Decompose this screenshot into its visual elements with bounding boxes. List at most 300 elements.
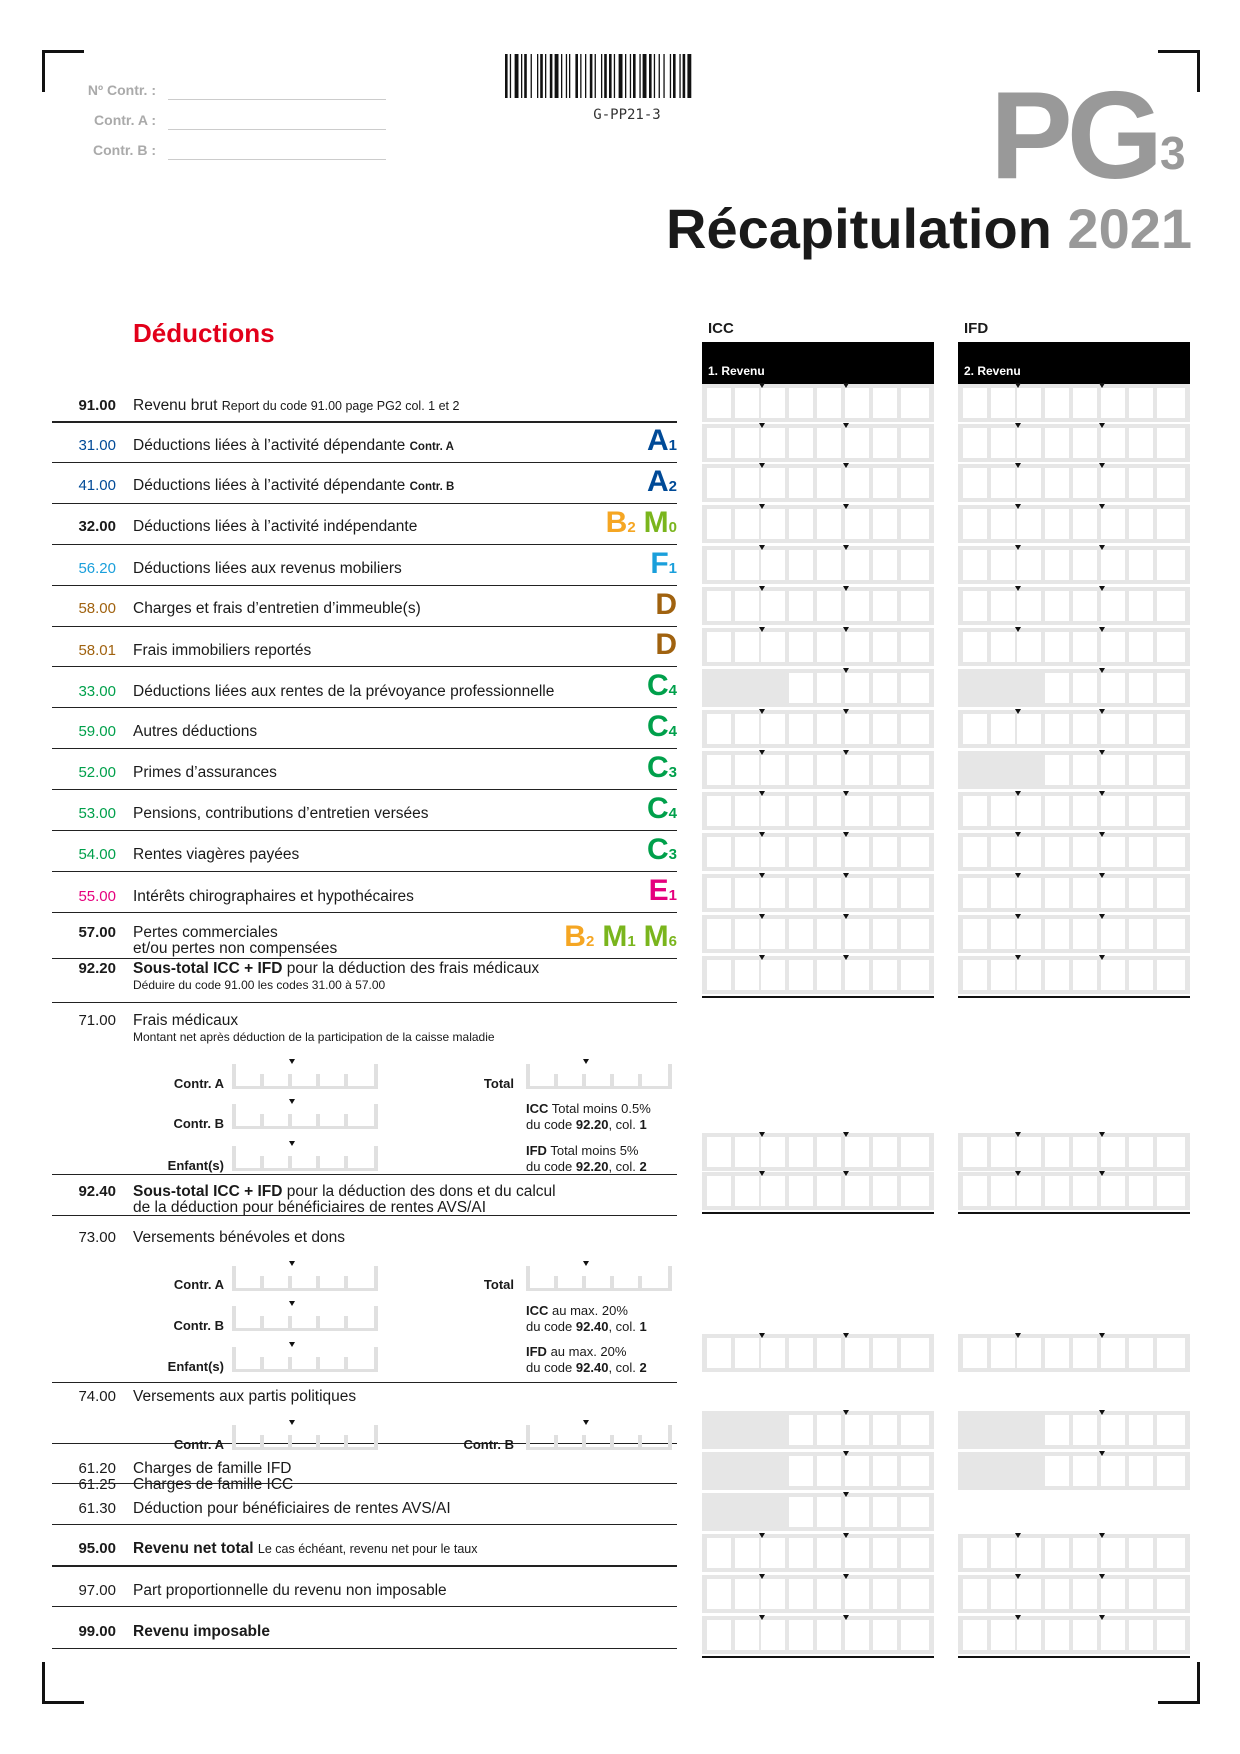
digit-cell[interactable] bbox=[735, 837, 759, 867]
digit-cell[interactable] bbox=[735, 468, 759, 498]
digit-cell[interactable] bbox=[901, 837, 929, 867]
digit-cell[interactable] bbox=[817, 388, 841, 418]
digit-cell[interactable] bbox=[963, 550, 987, 580]
digit-cell[interactable] bbox=[761, 837, 785, 867]
digit-cell[interactable] bbox=[1157, 796, 1185, 826]
digit-cell[interactable] bbox=[1129, 428, 1153, 458]
digit-cell[interactable] bbox=[761, 388, 785, 418]
digit-cell[interactable] bbox=[1017, 919, 1041, 949]
digit-cell[interactable] bbox=[707, 796, 731, 826]
digit-cell[interactable] bbox=[1017, 388, 1041, 418]
icc-amount-box[interactable] bbox=[702, 1616, 934, 1654]
digit-cell[interactable] bbox=[789, 388, 813, 418]
digit-cell[interactable] bbox=[845, 755, 869, 785]
digit-cell[interactable] bbox=[817, 632, 841, 662]
contr-b-field[interactable] bbox=[168, 159, 386, 160]
icc-amount-box[interactable] bbox=[702, 628, 934, 666]
digit-cell[interactable] bbox=[707, 1620, 731, 1650]
icc-amount-box[interactable] bbox=[702, 1575, 934, 1613]
digit-cell[interactable] bbox=[707, 837, 731, 867]
digit-cell[interactable] bbox=[873, 1497, 897, 1527]
digit-cell[interactable] bbox=[991, 1338, 1015, 1368]
ifd-amount-box[interactable] bbox=[958, 792, 1190, 830]
digit-cell[interactable] bbox=[817, 755, 841, 785]
digit-cell[interactable] bbox=[1157, 388, 1185, 418]
digit-cell[interactable] bbox=[761, 468, 785, 498]
digit-cell[interactable] bbox=[991, 714, 1015, 744]
digit-cell[interactable] bbox=[845, 550, 869, 580]
digit-cell[interactable] bbox=[845, 796, 869, 826]
digit-cell[interactable] bbox=[1045, 919, 1069, 949]
digit-cell[interactable] bbox=[735, 1579, 759, 1609]
digit-cell[interactable] bbox=[1045, 796, 1069, 826]
digit-cell[interactable] bbox=[789, 878, 813, 908]
digit-cell[interactable] bbox=[789, 632, 813, 662]
digit-cell[interactable] bbox=[1073, 796, 1097, 826]
ifd-amount-box[interactable] bbox=[958, 874, 1190, 912]
digit-cell[interactable] bbox=[1157, 837, 1185, 867]
digit-cell[interactable] bbox=[845, 1538, 869, 1568]
digit-cell[interactable] bbox=[761, 1338, 785, 1368]
digit-cell[interactable] bbox=[991, 919, 1015, 949]
digit-cell[interactable] bbox=[845, 1456, 869, 1486]
digit-cell[interactable] bbox=[963, 1137, 987, 1167]
digit-cell[interactable] bbox=[901, 1497, 929, 1527]
digit-cell[interactable] bbox=[817, 714, 841, 744]
digit-cell[interactable] bbox=[735, 1137, 759, 1167]
sub-amount-box[interactable] bbox=[232, 1301, 378, 1331]
digit-cell[interactable] bbox=[761, 960, 785, 990]
digit-cell[interactable] bbox=[1157, 591, 1185, 621]
ifd-amount-box[interactable] bbox=[958, 1411, 1190, 1449]
digit-cell[interactable] bbox=[963, 1338, 987, 1368]
digit-cell[interactable] bbox=[991, 796, 1015, 826]
digit-cell[interactable] bbox=[817, 1415, 841, 1445]
digit-cell[interactable] bbox=[761, 714, 785, 744]
digit-cell[interactable] bbox=[963, 388, 987, 418]
digit-cell[interactable] bbox=[901, 1579, 929, 1609]
digit-cell[interactable] bbox=[1101, 591, 1125, 621]
digit-cell[interactable] bbox=[1073, 550, 1097, 580]
digit-cell[interactable] bbox=[761, 796, 785, 826]
digit-cell[interactable] bbox=[901, 919, 929, 949]
digit-cell[interactable] bbox=[873, 1137, 897, 1167]
icc-amount-box[interactable] bbox=[702, 751, 934, 789]
digit-cell[interactable] bbox=[1045, 1338, 1069, 1368]
digit-cell[interactable] bbox=[707, 1538, 731, 1568]
digit-cell[interactable] bbox=[991, 509, 1015, 539]
digit-cell[interactable] bbox=[1129, 509, 1153, 539]
digit-cell[interactable] bbox=[735, 878, 759, 908]
digit-cell[interactable] bbox=[1017, 550, 1041, 580]
digit-cell[interactable] bbox=[1101, 796, 1125, 826]
digit-cell[interactable] bbox=[1045, 550, 1069, 580]
digit-cell[interactable] bbox=[873, 1176, 897, 1206]
ifd-amount-box[interactable] bbox=[958, 751, 1190, 789]
digit-cell[interactable] bbox=[1073, 428, 1097, 458]
digit-cell[interactable] bbox=[817, 1338, 841, 1368]
digit-cell[interactable] bbox=[1129, 468, 1153, 498]
digit-cell[interactable] bbox=[1101, 1538, 1125, 1568]
digit-cell[interactable] bbox=[789, 1620, 813, 1650]
digit-cell[interactable] bbox=[735, 509, 759, 539]
digit-cell[interactable] bbox=[991, 1176, 1015, 1206]
digit-cell[interactable] bbox=[1017, 428, 1041, 458]
digit-cell[interactable] bbox=[1129, 960, 1153, 990]
icc-amount-box[interactable] bbox=[702, 956, 934, 994]
digit-cell[interactable] bbox=[845, 1620, 869, 1650]
digit-cell[interactable] bbox=[1101, 673, 1125, 703]
digit-cell[interactable] bbox=[1129, 714, 1153, 744]
digit-cell[interactable] bbox=[845, 837, 869, 867]
digit-cell[interactable] bbox=[873, 509, 897, 539]
digit-cell[interactable] bbox=[817, 1579, 841, 1609]
digit-cell[interactable] bbox=[789, 428, 813, 458]
digit-cell[interactable] bbox=[1073, 1415, 1097, 1445]
ifd-amount-box[interactable] bbox=[958, 464, 1190, 502]
sub-amount-box[interactable] bbox=[526, 1261, 672, 1291]
digit-cell[interactable] bbox=[707, 919, 731, 949]
digit-cell[interactable] bbox=[789, 714, 813, 744]
digit-cell[interactable] bbox=[761, 509, 785, 539]
sub-amount-box[interactable] bbox=[232, 1420, 378, 1450]
digit-cell[interactable] bbox=[735, 919, 759, 949]
digit-cell[interactable] bbox=[873, 468, 897, 498]
digit-cell[interactable] bbox=[873, 632, 897, 662]
digit-cell[interactable] bbox=[817, 1137, 841, 1167]
digit-cell[interactable] bbox=[1073, 632, 1097, 662]
digit-cell[interactable] bbox=[789, 1497, 813, 1527]
digit-cell[interactable] bbox=[963, 919, 987, 949]
digit-cell[interactable] bbox=[789, 1538, 813, 1568]
digit-cell[interactable] bbox=[1017, 796, 1041, 826]
digit-cell[interactable] bbox=[1045, 714, 1069, 744]
digit-cell[interactable] bbox=[707, 960, 731, 990]
digit-cell[interactable] bbox=[1101, 1338, 1125, 1368]
digit-cell[interactable] bbox=[789, 1415, 813, 1445]
digit-cell[interactable] bbox=[1017, 1137, 1041, 1167]
digit-cell[interactable] bbox=[1101, 755, 1125, 785]
digit-cell[interactable] bbox=[901, 468, 929, 498]
ifd-amount-box[interactable] bbox=[958, 1616, 1190, 1654]
digit-cell[interactable] bbox=[1101, 960, 1125, 990]
digit-cell[interactable] bbox=[735, 632, 759, 662]
digit-cell[interactable] bbox=[873, 960, 897, 990]
digit-cell[interactable] bbox=[1017, 632, 1041, 662]
digit-cell[interactable] bbox=[1073, 673, 1097, 703]
digit-cell[interactable] bbox=[1045, 1415, 1069, 1445]
digit-cell[interactable] bbox=[817, 428, 841, 458]
icc-amount-box[interactable] bbox=[702, 710, 934, 748]
digit-cell[interactable] bbox=[901, 1620, 929, 1650]
digit-cell[interactable] bbox=[1017, 837, 1041, 867]
digit-cell[interactable] bbox=[963, 468, 987, 498]
contributor-number-field[interactable] bbox=[168, 99, 386, 100]
digit-cell[interactable] bbox=[789, 468, 813, 498]
digit-cell[interactable] bbox=[873, 919, 897, 949]
digit-cell[interactable] bbox=[1073, 837, 1097, 867]
ifd-amount-box[interactable] bbox=[958, 915, 1190, 953]
digit-cell[interactable] bbox=[735, 428, 759, 458]
digit-cell[interactable] bbox=[1157, 1620, 1185, 1650]
digit-cell[interactable] bbox=[1073, 1338, 1097, 1368]
digit-cell[interactable] bbox=[1101, 388, 1125, 418]
digit-cell[interactable] bbox=[1157, 878, 1185, 908]
digit-cell[interactable] bbox=[901, 428, 929, 458]
icc-amount-box[interactable] bbox=[702, 1133, 934, 1171]
digit-cell[interactable] bbox=[707, 1579, 731, 1609]
ifd-amount-box[interactable] bbox=[958, 587, 1190, 625]
digit-cell[interactable] bbox=[735, 1176, 759, 1206]
digit-cell[interactable] bbox=[901, 1176, 929, 1206]
digit-cell[interactable] bbox=[963, 1538, 987, 1568]
digit-cell[interactable] bbox=[1129, 878, 1153, 908]
digit-cell[interactable] bbox=[991, 960, 1015, 990]
icc-amount-box[interactable] bbox=[702, 669, 934, 707]
digit-cell[interactable] bbox=[845, 468, 869, 498]
digit-cell[interactable] bbox=[1017, 509, 1041, 539]
digit-cell[interactable] bbox=[1045, 428, 1069, 458]
digit-cell[interactable] bbox=[873, 755, 897, 785]
digit-cell[interactable] bbox=[845, 1176, 869, 1206]
digit-cell[interactable] bbox=[1017, 1579, 1041, 1609]
digit-cell[interactable] bbox=[1045, 960, 1069, 990]
digit-cell[interactable] bbox=[991, 632, 1015, 662]
digit-cell[interactable] bbox=[1129, 796, 1153, 826]
digit-cell[interactable] bbox=[1157, 919, 1185, 949]
digit-cell[interactable] bbox=[991, 1137, 1015, 1167]
digit-cell[interactable] bbox=[1101, 1415, 1125, 1445]
digit-cell[interactable] bbox=[901, 388, 929, 418]
digit-cell[interactable] bbox=[789, 1456, 813, 1486]
digit-cell[interactable] bbox=[873, 796, 897, 826]
icc-amount-box[interactable] bbox=[702, 1334, 934, 1372]
digit-cell[interactable] bbox=[845, 388, 869, 418]
digit-cell[interactable] bbox=[761, 1176, 785, 1206]
digit-cell[interactable] bbox=[735, 755, 759, 785]
ifd-amount-box[interactable] bbox=[958, 424, 1190, 462]
digit-cell[interactable] bbox=[817, 837, 841, 867]
digit-cell[interactable] bbox=[1129, 1176, 1153, 1206]
digit-cell[interactable] bbox=[761, 591, 785, 621]
ifd-amount-box[interactable] bbox=[958, 628, 1190, 666]
digit-cell[interactable] bbox=[873, 714, 897, 744]
digit-cell[interactable] bbox=[1017, 591, 1041, 621]
digit-cell[interactable] bbox=[1101, 632, 1125, 662]
digit-cell[interactable] bbox=[991, 878, 1015, 908]
digit-cell[interactable] bbox=[1157, 673, 1185, 703]
ifd-amount-box[interactable] bbox=[958, 546, 1190, 584]
digit-cell[interactable] bbox=[1017, 960, 1041, 990]
digit-cell[interactable] bbox=[817, 591, 841, 621]
digit-cell[interactable] bbox=[817, 1538, 841, 1568]
digit-cell[interactable] bbox=[1157, 1456, 1185, 1486]
digit-cell[interactable] bbox=[901, 714, 929, 744]
digit-cell[interactable] bbox=[1157, 960, 1185, 990]
digit-cell[interactable] bbox=[901, 1415, 929, 1445]
ifd-amount-box[interactable] bbox=[958, 505, 1190, 543]
digit-cell[interactable] bbox=[963, 878, 987, 908]
digit-cell[interactable] bbox=[735, 550, 759, 580]
icc-amount-box[interactable] bbox=[702, 1493, 934, 1531]
digit-cell[interactable] bbox=[1129, 550, 1153, 580]
digit-cell[interactable] bbox=[761, 1538, 785, 1568]
digit-cell[interactable] bbox=[1073, 509, 1097, 539]
digit-cell[interactable] bbox=[901, 550, 929, 580]
digit-cell[interactable] bbox=[873, 591, 897, 621]
digit-cell[interactable] bbox=[707, 714, 731, 744]
icc-amount-box[interactable] bbox=[702, 384, 934, 422]
digit-cell[interactable] bbox=[873, 1456, 897, 1486]
digit-cell[interactable] bbox=[1073, 1137, 1097, 1167]
digit-cell[interactable] bbox=[1129, 837, 1153, 867]
digit-cell[interactable] bbox=[707, 632, 731, 662]
digit-cell[interactable] bbox=[735, 1338, 759, 1368]
digit-cell[interactable] bbox=[963, 509, 987, 539]
digit-cell[interactable] bbox=[873, 673, 897, 703]
digit-cell[interactable] bbox=[789, 1176, 813, 1206]
digit-cell[interactable] bbox=[1045, 591, 1069, 621]
digit-cell[interactable] bbox=[1045, 1538, 1069, 1568]
digit-cell[interactable] bbox=[1129, 1137, 1153, 1167]
digit-cell[interactable] bbox=[845, 960, 869, 990]
digit-cell[interactable] bbox=[845, 1579, 869, 1609]
contr-a-field[interactable] bbox=[168, 129, 386, 130]
digit-cell[interactable] bbox=[845, 1338, 869, 1368]
digit-cell[interactable] bbox=[963, 591, 987, 621]
digit-cell[interactable] bbox=[1073, 878, 1097, 908]
digit-cell[interactable] bbox=[845, 632, 869, 662]
digit-cell[interactable] bbox=[1129, 673, 1153, 703]
sub-amount-box[interactable] bbox=[526, 1420, 672, 1450]
digit-cell[interactable] bbox=[1073, 388, 1097, 418]
digit-cell[interactable] bbox=[1045, 837, 1069, 867]
digit-cell[interactable] bbox=[1073, 591, 1097, 621]
digit-cell[interactable] bbox=[1129, 755, 1153, 785]
digit-cell[interactable] bbox=[1157, 428, 1185, 458]
digit-cell[interactable] bbox=[901, 1137, 929, 1167]
digit-cell[interactable] bbox=[963, 960, 987, 990]
ifd-amount-box[interactable] bbox=[958, 1133, 1190, 1171]
ifd-amount-box[interactable] bbox=[958, 1452, 1190, 1490]
ifd-amount-box[interactable] bbox=[958, 1334, 1190, 1372]
digit-cell[interactable] bbox=[1045, 673, 1069, 703]
icc-amount-box[interactable] bbox=[702, 424, 934, 462]
sub-amount-box[interactable] bbox=[232, 1059, 378, 1089]
digit-cell[interactable] bbox=[963, 1176, 987, 1206]
digit-cell[interactable] bbox=[1017, 468, 1041, 498]
digit-cell[interactable] bbox=[901, 796, 929, 826]
icc-amount-box[interactable] bbox=[702, 1452, 934, 1490]
digit-cell[interactable] bbox=[817, 796, 841, 826]
digit-cell[interactable] bbox=[735, 591, 759, 621]
sub-amount-box[interactable] bbox=[526, 1059, 672, 1089]
digit-cell[interactable] bbox=[845, 919, 869, 949]
digit-cell[interactable] bbox=[761, 1579, 785, 1609]
digit-cell[interactable] bbox=[845, 1415, 869, 1445]
digit-cell[interactable] bbox=[1073, 714, 1097, 744]
digit-cell[interactable] bbox=[761, 428, 785, 458]
ifd-amount-box[interactable] bbox=[958, 1575, 1190, 1613]
digit-cell[interactable] bbox=[1045, 1620, 1069, 1650]
digit-cell[interactable] bbox=[1157, 509, 1185, 539]
digit-cell[interactable] bbox=[1129, 591, 1153, 621]
digit-cell[interactable] bbox=[963, 632, 987, 662]
digit-cell[interactable] bbox=[845, 878, 869, 908]
digit-cell[interactable] bbox=[817, 1456, 841, 1486]
sub-amount-box[interactable] bbox=[232, 1342, 378, 1372]
digit-cell[interactable] bbox=[707, 509, 731, 539]
digit-cell[interactable] bbox=[1101, 1456, 1125, 1486]
digit-cell[interactable] bbox=[817, 468, 841, 498]
digit-cell[interactable] bbox=[991, 837, 1015, 867]
digit-cell[interactable] bbox=[1045, 1579, 1069, 1609]
icc-amount-box[interactable] bbox=[702, 915, 934, 953]
sub-amount-box[interactable] bbox=[232, 1099, 378, 1129]
digit-cell[interactable] bbox=[817, 960, 841, 990]
digit-cell[interactable] bbox=[873, 388, 897, 418]
digit-cell[interactable] bbox=[817, 550, 841, 580]
digit-cell[interactable] bbox=[1129, 1338, 1153, 1368]
icc-amount-box[interactable] bbox=[702, 792, 934, 830]
digit-cell[interactable] bbox=[1157, 550, 1185, 580]
digit-cell[interactable] bbox=[963, 714, 987, 744]
digit-cell[interactable] bbox=[1157, 1137, 1185, 1167]
digit-cell[interactable] bbox=[789, 509, 813, 539]
digit-cell[interactable] bbox=[991, 1538, 1015, 1568]
digit-cell[interactable] bbox=[845, 1497, 869, 1527]
digit-cell[interactable] bbox=[873, 550, 897, 580]
digit-cell[interactable] bbox=[1073, 919, 1097, 949]
digit-cell[interactable] bbox=[1101, 714, 1125, 744]
digit-cell[interactable] bbox=[1017, 714, 1041, 744]
digit-cell[interactable] bbox=[901, 1538, 929, 1568]
digit-cell[interactable] bbox=[1129, 388, 1153, 418]
digit-cell[interactable] bbox=[735, 714, 759, 744]
digit-cell[interactable] bbox=[707, 1176, 731, 1206]
icc-amount-box[interactable] bbox=[702, 587, 934, 625]
digit-cell[interactable] bbox=[845, 673, 869, 703]
icc-amount-box[interactable] bbox=[702, 1534, 934, 1572]
digit-cell[interactable] bbox=[1101, 919, 1125, 949]
digit-cell[interactable] bbox=[1017, 878, 1041, 908]
digit-cell[interactable] bbox=[873, 837, 897, 867]
digit-cell[interactable] bbox=[873, 1538, 897, 1568]
digit-cell[interactable] bbox=[707, 428, 731, 458]
digit-cell[interactable] bbox=[991, 1620, 1015, 1650]
digit-cell[interactable] bbox=[873, 428, 897, 458]
ifd-amount-box[interactable] bbox=[958, 710, 1190, 748]
digit-cell[interactable] bbox=[1045, 1137, 1069, 1167]
digit-cell[interactable] bbox=[1073, 1456, 1097, 1486]
digit-cell[interactable] bbox=[873, 1579, 897, 1609]
digit-cell[interactable] bbox=[1157, 714, 1185, 744]
digit-cell[interactable] bbox=[1157, 1415, 1185, 1445]
digit-cell[interactable] bbox=[901, 960, 929, 990]
ifd-amount-box[interactable] bbox=[958, 669, 1190, 707]
digit-cell[interactable] bbox=[1101, 878, 1125, 908]
digit-cell[interactable] bbox=[789, 837, 813, 867]
digit-cell[interactable] bbox=[1157, 755, 1185, 785]
digit-cell[interactable] bbox=[1101, 1176, 1125, 1206]
digit-cell[interactable] bbox=[707, 550, 731, 580]
icc-amount-box[interactable] bbox=[702, 464, 934, 502]
digit-cell[interactable] bbox=[1101, 509, 1125, 539]
digit-cell[interactable] bbox=[1017, 1538, 1041, 1568]
digit-cell[interactable] bbox=[789, 755, 813, 785]
digit-cell[interactable] bbox=[1073, 1176, 1097, 1206]
digit-cell[interactable] bbox=[1045, 388, 1069, 418]
